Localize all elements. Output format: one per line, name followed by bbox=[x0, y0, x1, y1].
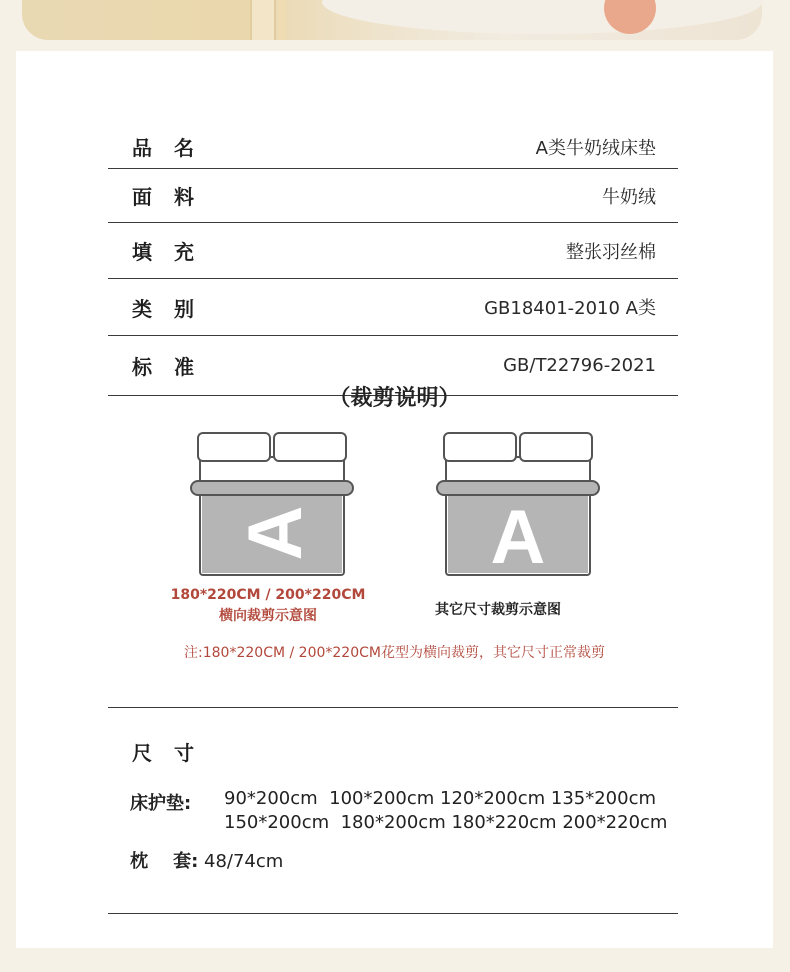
spec-card bbox=[16, 51, 773, 948]
divider-bottom bbox=[108, 913, 678, 914]
spec-row-fabric bbox=[108, 169, 678, 223]
spec-row-name bbox=[108, 125, 678, 169]
normal-cut-caption: 其它尺寸裁剪示意图 bbox=[435, 602, 561, 618]
bed-diagram-horizontal bbox=[191, 433, 353, 575]
horizontal-cut-caption bbox=[154, 585, 382, 627]
cut-note: 注:180*220CM / 200*220CM花型为横向裁剪，其它尺寸正常裁剪 bbox=[184, 645, 605, 661]
mattress-label: 床护垫: bbox=[130, 793, 192, 814]
cut-diagram bbox=[188, 429, 608, 579]
mattress-size-label bbox=[130, 789, 191, 815]
bed-post bbox=[250, 0, 276, 40]
spec-value: 牛奶绒 bbox=[602, 186, 656, 208]
spec-value: GB/T22796-2021 bbox=[503, 355, 656, 376]
size-section-title: 尺寸 bbox=[132, 741, 216, 765]
cut-letter-upright: A bbox=[490, 495, 546, 579]
pillow-value: 48/74cm bbox=[204, 851, 284, 872]
mattress-sizes-line-2: 150*200cm 180*200cm 180*220cm 200*220cm bbox=[224, 812, 668, 833]
spec-value: A类牛奶绒床垫 bbox=[535, 137, 656, 159]
divider-top bbox=[108, 707, 678, 708]
spec-value: 整张羽丝棉 bbox=[566, 241, 656, 263]
bed-diagram-normal bbox=[437, 433, 599, 579]
bed-post-2 bbox=[278, 0, 286, 40]
spec-row-filling bbox=[108, 223, 678, 279]
spec-label: 标准 bbox=[132, 355, 216, 379]
spec-label: 品名 bbox=[132, 136, 216, 160]
hero-photo-strip bbox=[22, 0, 762, 40]
cut-letter-rotated: A bbox=[233, 505, 318, 561]
mattress-sizes-line-1: 90*200cm 100*200cm 120*200cm 135*200cm bbox=[224, 788, 657, 809]
spec-label: 面料 bbox=[132, 185, 216, 209]
spec-table bbox=[108, 125, 678, 396]
spec-value: GB18401-2010 A类 bbox=[484, 298, 656, 319]
pillow-size-row bbox=[130, 847, 283, 873]
caption-sizes: 180*220CM / 200*220CM bbox=[170, 587, 366, 603]
caption-desc: 横向裁剪示意图 bbox=[219, 608, 317, 624]
mattress-size-list bbox=[224, 787, 667, 835]
rug-shape bbox=[322, 0, 762, 34]
spec-label: 填充 bbox=[132, 240, 216, 264]
pillow-label: 枕 套: bbox=[130, 851, 199, 872]
spec-label: 类别 bbox=[132, 296, 216, 321]
cut-section-title: （裁剪说明） bbox=[328, 386, 461, 411]
spec-row-category bbox=[108, 279, 678, 336]
